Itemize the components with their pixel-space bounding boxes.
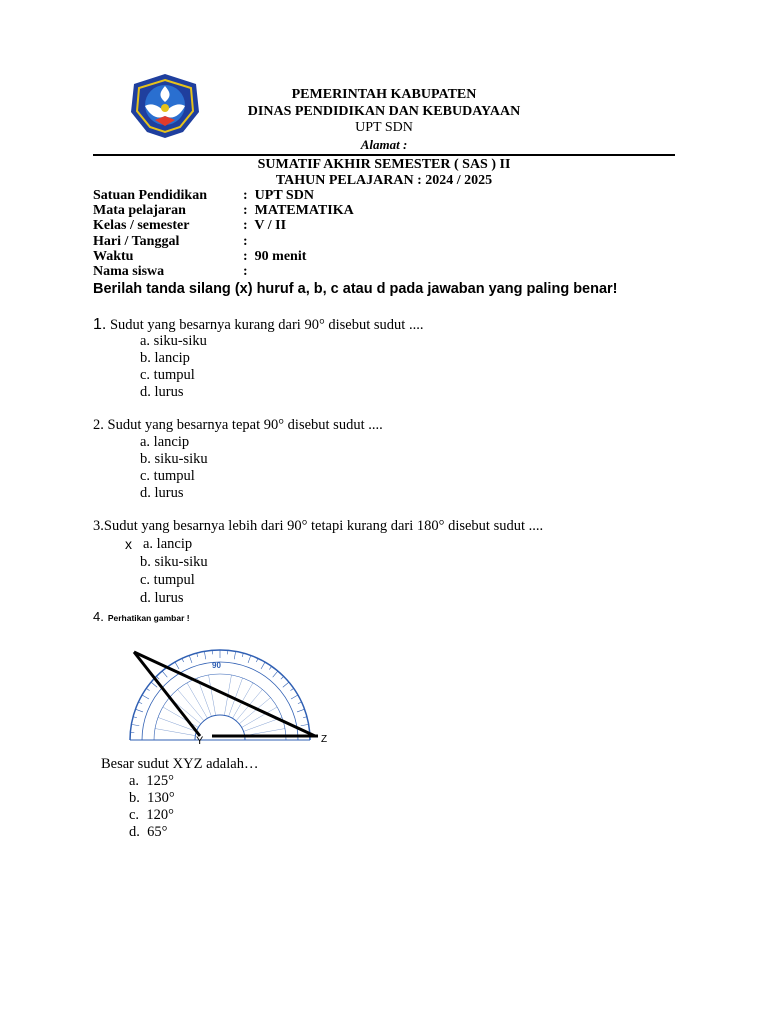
q3-answer-mark: x [125, 536, 132, 552]
exam-title: SUMATIF AKHIR SEMESTER ( SAS ) II [257, 157, 511, 172]
info-value-hari: : [243, 234, 248, 249]
q2-option-c[interactable]: c. tumpul [140, 468, 195, 484]
header-divider [93, 154, 675, 156]
q1-option-b[interactable]: b. lancip [140, 350, 190, 366]
question-4-prompt: Besar sudut XYZ adalah… [101, 756, 259, 772]
info-label-mapel: Mata pelajaran [93, 203, 186, 218]
question-2-number: 2. [93, 417, 104, 433]
info-label-hari: Hari / Tanggal [93, 234, 180, 249]
question-3-number: 3. [93, 518, 104, 534]
header-line-3: UPT SDN [355, 120, 413, 135]
protractor-guide-line [209, 675, 216, 715]
protractor-tick [273, 671, 278, 677]
q4-option-d[interactable] [129, 824, 167, 841]
info-label-nama: Nama siswa [93, 264, 165, 279]
q4-option-b-text: 130° [147, 790, 175, 806]
q4-option-c-letter: c. [129, 807, 140, 823]
protractor-tick [189, 655, 192, 663]
question-4-number: 4. [93, 609, 104, 624]
question-3-text: Sudut yang besarnya lebih dari 90° tetapi kurang dari 180° disebut sudut .... [103, 518, 544, 534]
q3-option-b[interactable]: b. siku-siku [140, 554, 208, 570]
question-2 [93, 417, 383, 434]
protractor-tick [297, 709, 305, 712]
protractor-tick [269, 666, 271, 669]
q4-option-a-letter: a. [129, 773, 140, 789]
protractor-diagram [120, 640, 340, 750]
header-line-2: DINAS PENDIDIKAN DAN KEBUDAYAAN [247, 104, 521, 119]
question-4-text: Perhatikan gambar ! [107, 613, 190, 623]
vertex-y-label: Y [196, 735, 204, 747]
header-line-1: PEMERINTAH KABUPATEN [291, 87, 477, 102]
protractor-tick [182, 658, 184, 662]
header-address: Alamat : [360, 137, 408, 152]
protractor-tick [146, 688, 149, 690]
info-value-mapel: : MATEMATIKA [243, 203, 354, 218]
question-3 [93, 518, 543, 535]
academic-year: TAHUN PELAJARAN : 2024 / 2025 [275, 173, 493, 188]
protractor-90-label: 90 [212, 661, 221, 670]
info-label-satuan: Satuan Pendidikan [93, 188, 207, 203]
q2-option-b[interactable]: b. siku-siku [140, 451, 208, 467]
protractor-tick [248, 655, 251, 663]
angle-figure [120, 640, 340, 750]
question-1 [93, 316, 423, 334]
question-1-text: Sudut yang besarnya kurang dari 90° disebut sudut .... [109, 317, 424, 333]
q4-option-d-text: 65° [147, 824, 168, 840]
q3-option-a[interactable]: a. lancip [143, 536, 193, 552]
q3-option-c[interactable]: c. tumpul [140, 572, 195, 588]
vertex-z-label: Z [321, 734, 328, 745]
q1-option-a[interactable]: a. siku-siku [140, 333, 207, 349]
q2-option-a[interactable]: a. lancip [140, 434, 190, 450]
info-value-satuan: : UPT SDN [243, 188, 314, 203]
protractor-tick [175, 662, 179, 669]
protractor-tick [256, 658, 258, 662]
q4-option-a-text: 125° [146, 773, 174, 789]
info-value-nama: : [243, 264, 248, 279]
protractor-tick [283, 682, 289, 687]
protractor-tick [135, 709, 143, 712]
protractor-tick [131, 724, 139, 725]
q4-option-c-text: 120° [146, 807, 174, 823]
q4-option-d-letter: d. [129, 824, 140, 840]
info-value-kelas: : V / II [243, 218, 287, 233]
protractor-tick [290, 688, 293, 690]
protractor-tick [298, 702, 302, 704]
q2-option-d[interactable]: d. lurus [140, 485, 184, 501]
q4-option-c[interactable] [129, 807, 174, 824]
protractor-tick [151, 682, 157, 687]
protractor-tick [261, 662, 265, 669]
protractor-tick [234, 651, 235, 659]
q4-option-b[interactable] [129, 790, 175, 807]
protractor-tick [281, 676, 284, 679]
q1-option-c[interactable]: c. tumpul [140, 367, 195, 383]
info-label-kelas: Kelas / semester [93, 218, 190, 233]
q4-option-b-letter: b. [129, 790, 140, 806]
protractor-tick [301, 724, 309, 725]
question-1-number: 1. [93, 316, 107, 333]
protractor-guide-line [155, 729, 195, 736]
q3-option-d[interactable]: d. lurus [140, 590, 184, 606]
instruction-text: Berilah tanda silang (x) huruf a, b, c atau d pada jawaban yang paling benar! [93, 281, 618, 297]
protractor-tick [204, 651, 205, 659]
protractor-tick [291, 695, 298, 699]
protractor-tick [138, 702, 142, 704]
protractor-tick [162, 671, 167, 677]
question-4 [93, 609, 190, 626]
protractor-tick [142, 695, 149, 699]
q4-option-a[interactable] [129, 773, 174, 790]
q1-option-d[interactable]: d. lurus [140, 384, 184, 400]
info-value-waktu: : 90 menit [243, 249, 307, 264]
info-label-waktu: Waktu [93, 249, 134, 264]
question-2-text: Sudut yang besarnya tepat 90° disebut sudut .... [107, 417, 383, 433]
